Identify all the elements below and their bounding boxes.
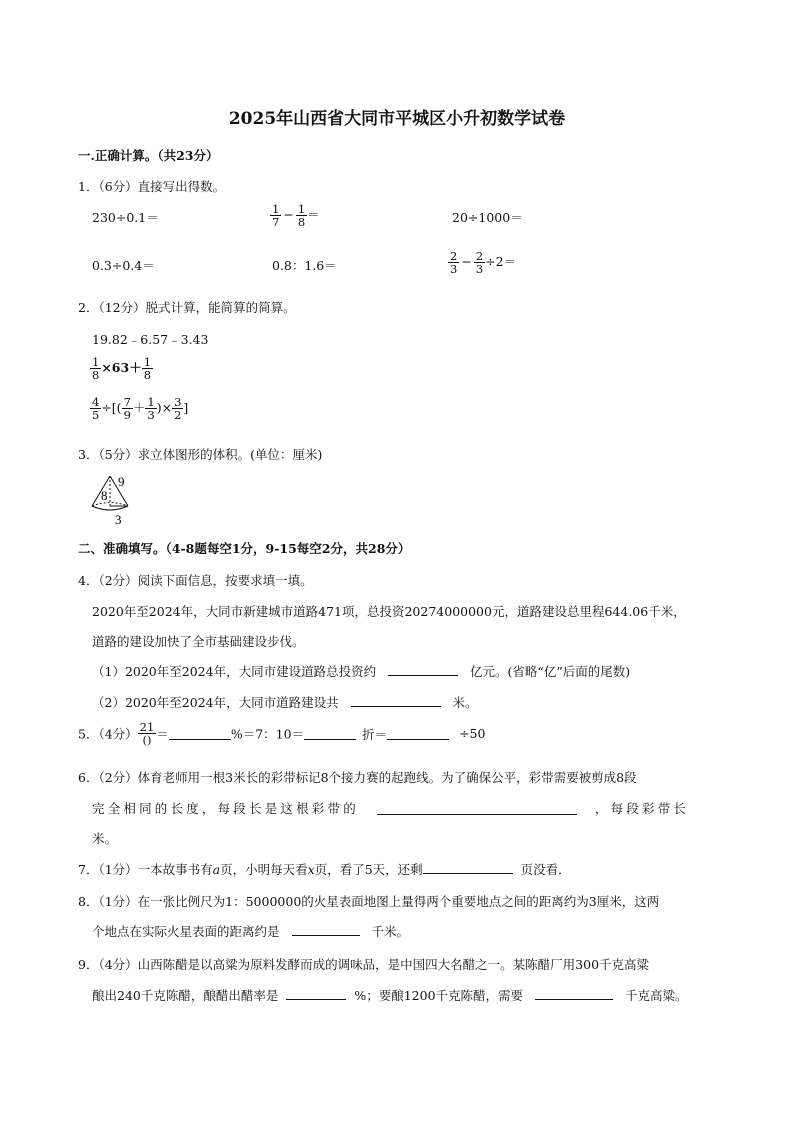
q2-expression-1: 19.82﹣6.57﹣3.43 (92, 332, 209, 347)
q1-expression-6: $\frac{2}{3}$ − $\frac{2}{3}$ ÷2＝ (450, 249, 517, 277)
q1-expression-4: 0.3÷0.4＝ (92, 258, 155, 273)
fraction: $\frac{2}{3}$ (475, 249, 484, 277)
q4-sub-2: （2）2020年至2024年，大同市道路建设共 米。 (92, 695, 478, 710)
question-8-line-1: 8．（1分）在一张比例尺为1：5000000的火星表面地图上量得两个重要地点之间的距离约为3厘米，这两 (78, 894, 660, 909)
answer-blank[interactable] (423, 861, 513, 874)
section-2-header: 二、准确填写。（4-8题每空1分，9-15每空2分，共28分） (78, 541, 411, 556)
question-1-stem: 1．（6分）直接写出得数。 (78, 179, 226, 194)
question-5: 5．（4分） $\frac{21}{()}$ ＝ %＝7：10＝ 折＝ ÷50 (78, 720, 486, 748)
question-9-line-1: 9．（4分）山西陈醋是以高粱为原料发酵而成的调味品，是中国四大名醋之一。某陈醋厂用300千克高粱 (78, 957, 650, 972)
q1-expression-5: 0.8：1.6＝ (272, 258, 337, 273)
fraction: $\frac{4}{5}$ (92, 395, 100, 423)
answer-blank[interactable] (351, 694, 441, 707)
question-4-stem: 4．（2分）阅读下面信息，按要求填一填。 (78, 573, 313, 588)
answer-blank[interactable] (292, 923, 360, 936)
answer-blank[interactable] (304, 727, 356, 740)
q1-expression-2: $\frac{1}{7}$ − $\frac{1}{8}$ ＝ (272, 202, 320, 230)
fraction: $\frac{1}{3}$ (147, 395, 155, 423)
answer-blank[interactable] (387, 727, 449, 740)
q2-expression-3: $\frac{4}{5}$ ÷[( $\frac{7}{9}$ ＋ $\frac{1}{3}$ )× $\frac{3}{2}$ ] (92, 395, 189, 423)
question-9-line-2: 酿出240千克陈醋，酿醋出醋率是 %；要酿1200千克陈醋，需要 千克高粱。 (92, 988, 688, 1003)
q4-paragraph-1: 2020年至2024年，大同市新建城市道路471项，总投资20274000000元，道路建设总里程644.06千米， (92, 604, 686, 619)
answer-blank[interactable] (286, 987, 346, 1000)
question-6-line-2: 完全相同的长度，每段长是这根彩带的 ，每段彩带长 (92, 801, 690, 816)
fraction: $\frac{3}{2}$ (174, 395, 182, 423)
question-7: 7．（1分）一本故事书有a页，小明每天看x页，看了5天，还剩 页没看． (78, 862, 571, 877)
q4-sub-1: （1）2020年至2024年，大同市建设道路总投资约 亿元。(省略“亿”后面的尾数) (92, 664, 631, 679)
cone-figure (88, 472, 138, 528)
page-title: 2025年山西省大同市平城区小升初数学试卷 (228, 109, 566, 129)
q1-expression-1: 230÷0.1＝ (92, 210, 159, 225)
height-label: 8 (101, 488, 108, 503)
question-6-line-1: 6．（2分）体育老师用一根3米长的彩带标记8个接力赛的起跑线。为了确保公平，彩带需要被剪成8段 (78, 770, 637, 785)
answer-blank[interactable] (535, 987, 613, 1000)
answer-blank[interactable] (169, 727, 231, 740)
fraction: $\frac{1}{8}$ (92, 355, 100, 383)
fraction: $\frac{1}{8}$ (297, 202, 306, 230)
fraction: $\frac{1}{8}$ (143, 355, 152, 383)
slant-label: 9 (118, 474, 125, 489)
question-6-line-3: 米。 (92, 831, 118, 846)
answer-blank[interactable] (388, 663, 458, 676)
q1-expression-3: 20÷1000＝ (452, 210, 523, 225)
q2-expression-2: $\frac{1}{8}$ ×63＋ $\frac{1}{8}$ (92, 355, 152, 383)
radius-label: 3 (115, 512, 122, 527)
fraction: $\frac{2}{3}$ (450, 249, 458, 277)
fraction: $\frac{1}{7}$ (272, 202, 280, 230)
question-2-stem: 2．（12分）脱式计算，能简算的简算。 (78, 300, 296, 315)
fraction: $\frac{7}{9}$ (123, 395, 131, 423)
fraction: $\frac{21}{()}$ (139, 720, 155, 748)
question-3-stem: 3．（5分）求立体图形的体积。(单位：厘米) (78, 447, 323, 462)
answer-blank[interactable] (377, 802, 577, 815)
question-8-line-2: 个地点在实际火星表面的距离约是 千米。 (92, 924, 409, 939)
section-1-header: 一.正确计算。（共23分） (78, 148, 219, 163)
q4-paragraph-2: 道路的建设加快了全市基础建设步伐。 (92, 634, 305, 649)
